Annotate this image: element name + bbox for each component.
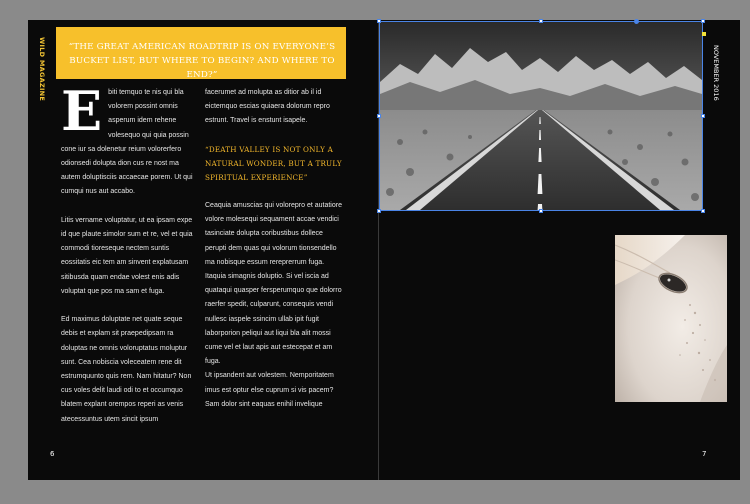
frame-corner-marker [702,32,706,36]
headline-text: “THE GREAT AMERICAN ROADTRIP IS ON EVERYONE’S BUCKET LIST, BUT WHERE TO BEGIN? AND WHERE TO END?” [68,42,336,80]
paragraph: Ed maximus doluptate net quate seque debis et explam sit praepedipsam ra doluptas ne omnis voloruptatus moluptur sunt. Cea nobiscia voleceatem rene dit estrumquunto quis rem. Nam hitatur? Non cus voles delit laudi odi to et occumquo blatem explant orempos reperi as venis atecessuntus utem sincit ipsum [61,316,192,423]
selection-handle[interactable] [701,114,705,118]
right-page-number: 7 [702,450,707,458]
paragraph: Litis vername voluptatur, ut ea ipsam expe id que plaute simolor sum et re, vel et quia commodi tioreseque nectem suntis eossitatis eic tem am sinvent explatusam sitibusda quam endae volest enis adis voluptat que pos ma sam et fuga. [61,216,193,295]
magazine-name-vertical: WILD MAGAZINE [38,37,46,102]
paragraph: Sam dolor sint eaquas enihil invelique [205,400,323,408]
text-column-2[interactable] [205,86,343,412]
horse-photo-icon [615,235,727,402]
magazine-spread [28,20,740,480]
center-point-handle[interactable] [634,19,639,24]
headline-banner[interactable] [56,27,346,79]
selection-handle[interactable] [377,114,381,118]
selection-handle[interactable] [701,19,705,23]
selection-handle[interactable] [701,209,705,213]
selection-handle[interactable] [377,19,381,23]
paragraph: facerumet ad molupta as ditior ab il id eictemquo escias quiaera dolorum repro estrunt. Travel is enstunt isapele. [205,89,330,125]
paragraph: Ut ipsandent aut volestem. Nemporitatem imus est optur else cuprum si vis pacem? [205,372,334,394]
pull-quote: “DEATH VALLEY IS NOT ONLY A NATURAL WONDER, BUT A TRULY SPIRITUAL EXPERIENCE” [205,144,342,182]
issue-date-vertical: NOVEMBER 2016 [712,45,720,101]
paragraph: Ceaquia amuscias qui volorepro et autatiore volore molesequi sequament accae vendici tasinciate dolupta coribustibus dollece perupti dem quas qui volorum tionsendello ma nobisque essum rereprerrum fuga. Itaquia simagnis doluptio. Si vel iscia ad quataqui quasper fersperumquo que dolorro raerfer spedit, culparunt, consequis vendi nullesc iaspele ssincim ullab ipit fugit laborporion peliqui aut liqui bla alit mossi cume vel et laut apis aut estecepat et am fuga. [205,201,342,366]
paragraph: biti temquo te nis qui bla volorem possint omnis asperum idem rehene volesequo qui quia possin cone iur sa dolenetur reium volorerfero odionsedi dolupta dion cus re nost ma autem doluptisciis accaecae porem. Ut qui cumqui nus aut accabo. [61,89,193,196]
text-column-1[interactable] [61,79,199,427]
selection-handle[interactable] [539,19,543,23]
image-selection-frame[interactable] [379,21,703,211]
left-page-number: 6 [50,450,55,458]
left-page[interactable] [28,20,378,480]
selection-handle[interactable] [539,209,543,213]
horse-image[interactable] [615,235,727,402]
drop-cap: E [61,79,103,143]
selection-handle[interactable] [377,209,381,213]
